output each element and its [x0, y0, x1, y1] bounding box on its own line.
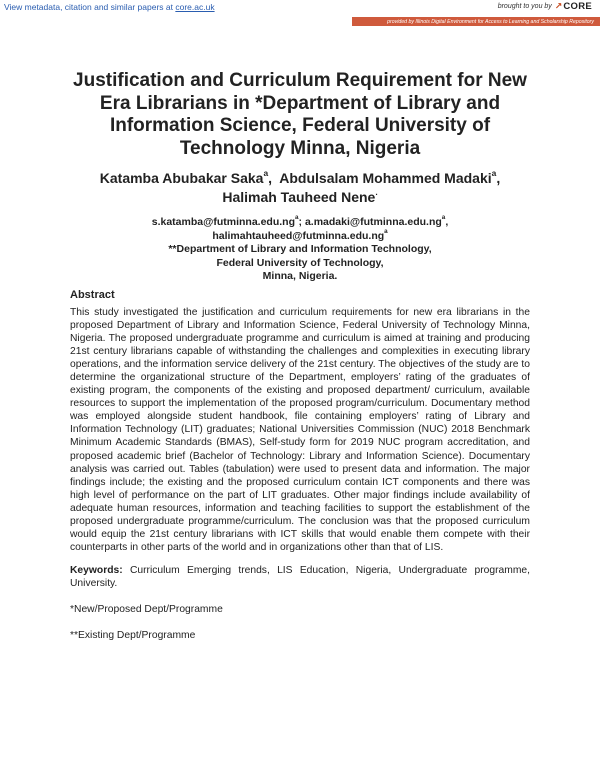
author-name: Halimah Tauheed Nene	[222, 189, 376, 205]
affiliation-line: Federal University of Technology,	[216, 256, 384, 269]
core-banner	[0, 0, 600, 18]
provider-bar	[352, 17, 600, 26]
abstract-text: This study investigated the justification and curriculum requirements for new era librarians in the proposed Department of Library and Information Science, Federal University of Technology Minna, Nigeria. The proposed undergraduate programme and curriculum is aimed at training and producing 21st century librarians capable of withstanding the challenges and complexities in executing library operations, and the information service delivery of the 21st century. The objectives of the study are to determine the organizational structure of the Department, employers’ rating of the graduates of existing program, the components of the existing and proposed department/ curriculum, available resources to support the implementation of the proposed program/curriculum. Documentary method was employed alongside student handbook, file containing employers’ rating of Library and Information Technology (LIT) graduates; National Universities Commission (NUC) 2018 Benchmark Minimum Academic Standards (BMAS), Self-study form for 2019 NUC program accreditation, and proposed academic brief (Bachelor of Technology: Library and Information Science). Documentary analysis was carried out. Tables (tabulation) were used to present data and information. The major findings include; the existing and the proposed curriculum contain ICT components and there was high level of performance on the part of LIT graduates. Other major findings include availability of adequate human resources, information and teaching facilities to support the establishment of the proposed undergraduate programme/curriculum. The conclusion was that the proposed curriculum would equip the 21st century librarians with ICT skills that would enable them compete with their counterparts in other parts of the world and in organizations other than that of LIS.	[70, 306, 530, 554]
email-line: $halimahtauheed@futminna.edu.ng^a$	[212, 227, 388, 242]
paper-page	[70, 70, 530, 642]
footnote-existing-dept: **Existing Dept/Programme	[70, 630, 196, 642]
paper-title: Justification and Curriculum Requirement for New Era Librarians in *Department of Library and Information Science, Federal University of Technology Minna, Nigeria	[73, 70, 527, 159]
keywords-label: Keywords:	[70, 565, 123, 577]
view-metadata-link[interactable]: View metadata, citation and similar papers at core.ac.uk	[4, 2, 215, 12]
affiliation-block	[70, 216, 530, 284]
provider-text[interactable]: provided by Illinois Digital Environment for Access to Learning and Scholarship Repository	[387, 18, 594, 25]
author-name: Katamba Abubakar Saka	[99, 170, 264, 186]
core-logo-text: CORE	[563, 1, 592, 12]
footnote-new-dept: *New/Proposed Dept/Programme	[70, 604, 223, 616]
email-address[interactable]: halimahtauheed@futminna.edu.ng	[212, 229, 385, 242]
email-address[interactable]: a.madaki@futminna.edu.ng	[304, 216, 442, 228]
abstract-heading: Abstract	[70, 288, 115, 301]
core-logo[interactable]	[555, 1, 592, 12]
email-address[interactable]: s.katamba@futminna.edu.ng	[151, 216, 296, 228]
keywords	[70, 564, 530, 590]
brought-to-you	[498, 1, 592, 12]
author-list: Katamba Abubakar Saka$^a$, Abdulsalam Mohammed Madaki$^a$, Halimah Tauheed Nene.	[99, 167, 501, 205]
keywords-text: Curriculum Emerging trends, LIS Education, Nigeria, Undergraduate programme, University.	[70, 565, 530, 590]
core-arrow-icon: ↗	[554, 1, 563, 11]
brought-by-text: brought to you by	[497, 3, 552, 10]
author-name: Abdulsalam Mohammed Madaki	[279, 170, 492, 186]
email-line: $s.katamba@futminna.edu.ng^a$; $a.madaki@futminna.edu.ng^a$,	[151, 214, 449, 228]
core-site-link[interactable]: core.ac.uk	[175, 2, 215, 12]
affiliation-line: Minna, Nigeria.	[262, 270, 338, 282]
affiliation-line: **Department of Library and Information Technology,	[168, 243, 432, 255]
